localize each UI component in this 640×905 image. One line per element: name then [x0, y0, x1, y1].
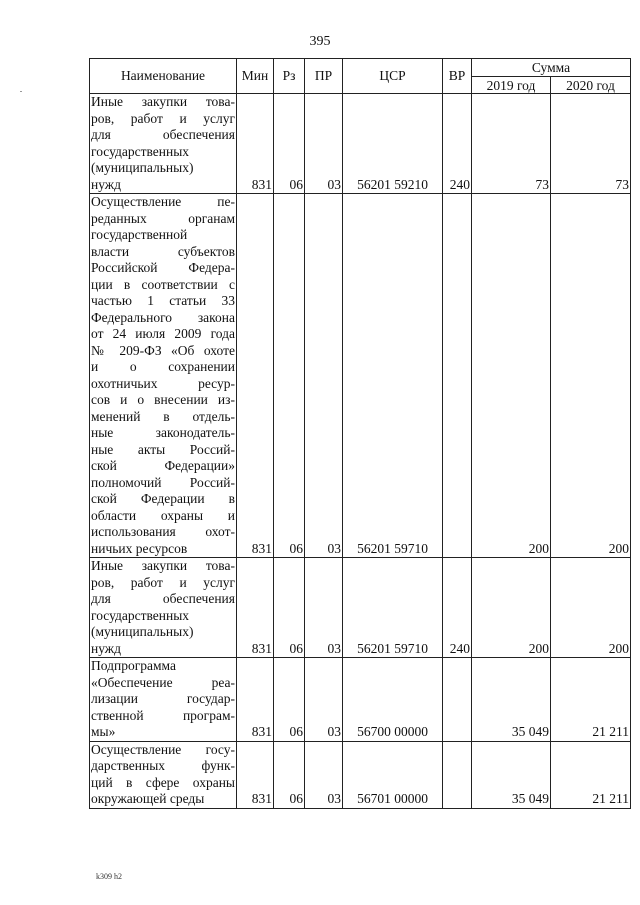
row-name-line: охотничьих ресур-: [91, 375, 235, 391]
header-csr: ЦСР: [343, 59, 443, 94]
header-rz: Рз: [274, 59, 305, 94]
row-name-line: ций в сфере охраны: [91, 774, 235, 790]
row-name-line: «Обеспечение реа-: [91, 674, 235, 690]
row-name-line: Федерального закона: [91, 309, 235, 325]
row-name-line: ные законодатель-: [91, 425, 235, 440]
row-pr: 03: [305, 194, 343, 558]
row-csr: 56201 59710: [343, 194, 443, 558]
row-sum-2019: 35 049: [472, 658, 551, 742]
row-name-line: № 209-ФЗ «Об охоте: [91, 342, 235, 358]
row-pr: 03: [305, 658, 343, 742]
budget-table: [89, 58, 631, 809]
row-name-line: окружающей среды: [91, 791, 205, 806]
row-name-line: Осуществление пе-: [91, 194, 235, 209]
row-rz: 06: [274, 741, 305, 808]
row-name-line: ственной програм-: [91, 707, 235, 723]
row-sum-2019: 200: [472, 194, 551, 558]
scan-speck: [20, 91, 22, 92]
header-min: Мин: [237, 59, 274, 94]
row-name-line: ничьих ресурсов: [91, 540, 188, 556]
row-name-line: Иные закупки това-: [91, 94, 235, 109]
row-name-line: (муниципальных): [91, 624, 194, 639]
table-row: [90, 558, 631, 658]
row-name-line: ской Федерации»: [91, 458, 235, 473]
row-csr: 56701 00000: [343, 741, 443, 808]
row-name-line: нужд: [91, 640, 121, 656]
row-pr: 03: [305, 558, 343, 658]
header-sum: Сумма: [472, 59, 631, 77]
header-2020: 2020 год: [551, 77, 631, 94]
header-vr: ВР: [443, 59, 472, 94]
row-name-line: менений в отдель-: [91, 408, 235, 424]
row-min: 831: [237, 741, 274, 808]
row-min: 831: [237, 94, 274, 194]
footer-code: k309 h2: [96, 872, 122, 881]
row-name-line: ской Федерации в: [91, 491, 235, 506]
table-row: [90, 94, 631, 194]
row-pr: 03: [305, 741, 343, 808]
row-name: [90, 558, 237, 658]
row-rz: 06: [274, 194, 305, 558]
row-name-line: государственной: [91, 227, 188, 242]
row-sum-2020: 21 211: [551, 741, 631, 808]
header-pr: ПР: [305, 59, 343, 94]
row-name-line: для обеспечения: [91, 127, 235, 142]
row-name-line: власти субъектов: [91, 243, 235, 259]
row-vr: 240: [443, 94, 472, 194]
row-csr: 56700 00000: [343, 658, 443, 742]
row-rz: 06: [274, 658, 305, 742]
header-row: [90, 59, 631, 77]
table-row: [90, 194, 631, 558]
row-name-line: реданных органам: [91, 210, 235, 226]
header-2019: 2019 год: [472, 77, 551, 94]
row-sum-2019: 35 049: [472, 741, 551, 808]
row-vr: 240: [443, 558, 472, 658]
row-csr: 56201 59210: [343, 94, 443, 194]
row-name-line: Российской Федера-: [91, 260, 235, 275]
table-row: [90, 658, 631, 742]
row-name: [90, 658, 237, 742]
row-name-line: государственных: [91, 143, 190, 159]
row-name-line: (муниципальных): [91, 160, 194, 175]
row-rz: 06: [274, 558, 305, 658]
row-name-line: ные акты Россий-: [91, 441, 235, 457]
row-name-line: лизации государ-: [91, 691, 235, 706]
row-name-line: Осуществление госу-: [91, 741, 235, 757]
row-name-line: государственных: [91, 607, 190, 623]
row-name-line: для обеспечения: [91, 591, 235, 606]
row-pr: 03: [305, 94, 343, 194]
row-sum-2020: 73: [551, 94, 631, 194]
row-name: [90, 194, 237, 558]
row-name-line: Иные закупки това-: [91, 558, 235, 573]
row-rz: 06: [274, 94, 305, 194]
row-name-line: области охраны и: [91, 507, 235, 523]
row-csr: 56201 59710: [343, 558, 443, 658]
row-vr: [443, 741, 472, 808]
row-name-line: и о сохранении: [91, 359, 235, 374]
row-min: 831: [237, 194, 274, 558]
row-min: 831: [237, 558, 274, 658]
row-name-line: сов и о внесении из-: [91, 392, 235, 407]
row-vr: [443, 658, 472, 742]
row-name-line: дарственных функ-: [91, 758, 235, 773]
row-sum-2020: 200: [551, 558, 631, 658]
header-name: Наименование: [90, 59, 237, 94]
row-name-line: ров, работ и услуг: [91, 574, 235, 590]
table-row: [90, 741, 631, 808]
row-sum-2020: 21 211: [551, 658, 631, 742]
row-name-line: ции в соответствии с: [91, 276, 235, 292]
row-name: [90, 94, 237, 194]
row-name-line: использования охот-: [91, 524, 235, 539]
row-min: 831: [237, 658, 274, 742]
row-sum-2019: 200: [472, 558, 551, 658]
row-name-line: от 24 июля 2009 года: [91, 326, 235, 341]
table-body: [90, 94, 631, 809]
row-name-line: частью 1 статьи 33: [91, 293, 235, 308]
row-sum-2020: 200: [551, 194, 631, 558]
row-sum-2019: 73: [472, 94, 551, 194]
row-name-line: мы»: [91, 724, 116, 739]
row-vr: [443, 194, 472, 558]
row-name-line: ров, работ и услуг: [91, 110, 235, 126]
row-name-line: Подпрограмма: [91, 658, 176, 673]
page-number: 395: [309, 34, 331, 49]
row-name-line: нужд: [91, 176, 121, 192]
row-name-line: полномочий Россий-: [91, 474, 235, 490]
row-name: [90, 741, 237, 808]
